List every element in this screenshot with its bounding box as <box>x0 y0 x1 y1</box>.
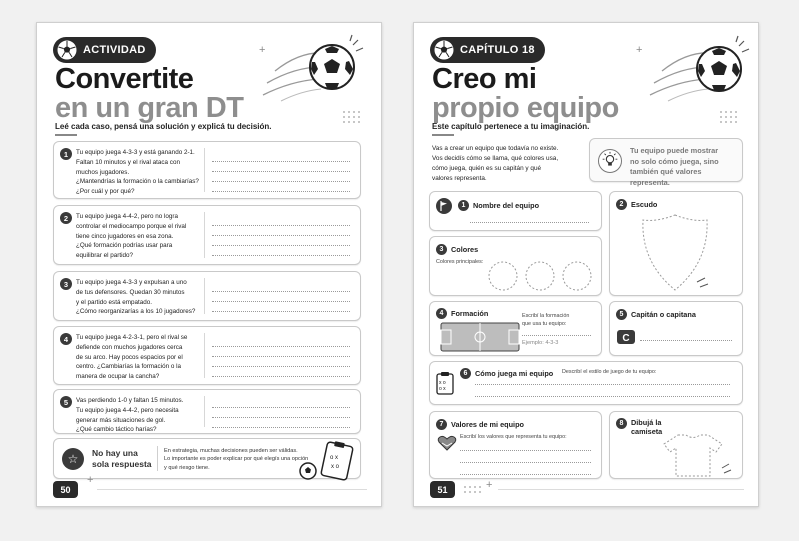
intro-text: Vas a crear un equipo que todavía no existe. Vos decidís cómo se llama, qué colores usa, cómo juega, quién es su capitán y qué valores representa. <box>432 145 559 182</box>
page-title-line2: propio equipo <box>432 92 619 124</box>
shield-icon[interactable] <box>635 212 715 294</box>
svg-text:o x: o x <box>439 386 446 392</box>
answer-line[interactable] <box>470 222 589 223</box>
divider <box>204 333 205 378</box>
question-card-3 <box>53 271 361 321</box>
captain-armband-icon <box>616 328 636 346</box>
plus-decoration: + <box>486 479 493 491</box>
shirt-icon[interactable] <box>650 432 736 478</box>
svg-text:o x: o x <box>330 455 339 461</box>
section-shirt <box>609 411 743 479</box>
answer-lines[interactable] <box>212 282 350 312</box>
question-number: 2 <box>60 212 72 224</box>
plus-decoration: + <box>259 44 266 56</box>
tip-heading: No hay una sola respuesta <box>92 448 152 470</box>
section-title: 7 Valores de mi equipo <box>436 419 524 430</box>
svg-text:C: C <box>622 333 630 344</box>
question-card-1 <box>53 141 361 199</box>
answer-lines[interactable] <box>212 398 350 428</box>
answer-line[interactable] <box>460 450 591 451</box>
section-title: 2 Escudo <box>616 199 657 210</box>
dots-decoration <box>720 111 737 123</box>
section-title: 4 Formación <box>436 308 488 319</box>
right-page <box>413 22 759 507</box>
play-style-note: Describí el estilo de juego de tu equipo: <box>562 369 657 375</box>
section-formation <box>429 301 602 356</box>
badge-label: ACTIVIDAD <box>83 44 146 56</box>
page-subtitle: Este capítulo pertenece a tu imaginación. <box>432 122 590 131</box>
section-shield <box>609 191 743 296</box>
hint-text: Tu equipo puede mostrar no solo cómo juega, sino también qué valores representa. <box>630 146 719 188</box>
soccer-ball-illustration <box>255 31 365 111</box>
svg-text:x o: x o <box>439 380 446 386</box>
flag-icon <box>436 198 452 214</box>
answer-line[interactable] <box>475 396 730 397</box>
color-swatches[interactable] <box>485 259 600 293</box>
section-title: 6 Cómo juega mi equipo <box>460 368 553 379</box>
question-card-5 <box>53 389 361 434</box>
answer-line[interactable] <box>475 384 730 385</box>
question-text: Tu equipo juega 4-4-2, pero no logra controlar el mediocampo porque el rival tiene cinco jugadores en esa zona. ¿Qué formación podrías usar para equilibrar el partido? <box>76 213 187 259</box>
soccer-ball-icon <box>57 40 77 60</box>
left-page <box>36 22 382 507</box>
tip-card <box>53 438 361 479</box>
page-number: 51 <box>430 481 455 498</box>
answer-line[interactable] <box>522 335 591 336</box>
plus-decoration: + <box>87 474 94 486</box>
tactics-board-icon <box>298 441 358 481</box>
divider <box>157 446 158 471</box>
page-subtitle: Leé cada caso, pensá una solución y explicá tu decisión. <box>55 122 272 131</box>
section-play-style <box>429 361 743 405</box>
badge-label: CAPÍTULO 18 <box>460 44 535 56</box>
title-underline <box>432 134 454 136</box>
page-title-line1: Creo mi <box>432 63 537 95</box>
hint-card <box>589 138 743 188</box>
section-values <box>429 411 602 479</box>
page-title-line1: Convertite <box>55 63 194 95</box>
formation-note: Escribí la formación que usa tu equipo: <box>522 313 570 327</box>
dots-decoration <box>343 111 360 123</box>
title-underline <box>55 134 77 136</box>
footer-rule <box>498 489 744 490</box>
answer-line[interactable] <box>460 462 591 463</box>
question-text: Tu equipo juega 4-2-3-1, pero el rival se defiende con muchos jugadores cerca de su arco. Hay pocos espacios por el centro. ¿Cambiarías la formación o la manera de ocupar la cancha? <box>76 334 188 380</box>
soccer-ball-icon <box>434 40 454 60</box>
section-title: 5 Capitán o capitana <box>616 309 696 320</box>
answer-line[interactable] <box>460 474 591 475</box>
handshake-icon <box>436 434 458 452</box>
lightbulb-icon <box>598 149 622 173</box>
pitch-icon <box>440 322 520 352</box>
question-text: Tu equipo juega 4-3-3 y está ganando 2-1. Faltan 10 minutos y el rival ataca con muchos jugadores. ¿Mantendrías la formación o la cambiarías? ¿Por cuál y por qué? <box>76 149 199 195</box>
question-number: 5 <box>60 396 72 408</box>
divider <box>204 212 205 258</box>
section-title: 8 Dibujá la camiseta <box>616 418 662 436</box>
answer-lines[interactable] <box>212 337 350 377</box>
answer-lines[interactable] <box>212 216 350 256</box>
section-title: 1 Nombre del equipo <box>458 200 539 211</box>
question-text: Vas perdiendo 1-0 y faltan 15 minutos. Tu equipo juega 4-4-2, pero necesita generar más situaciones de gol. ¿Qué cambio táctico harías? <box>76 397 184 434</box>
footer-rule <box>97 489 367 490</box>
soccer-ball-illustration <box>642 31 752 111</box>
divider <box>204 278 205 314</box>
colors-note: Colores principales: <box>436 259 484 265</box>
divider <box>204 148 205 192</box>
dots-decoration <box>464 486 481 493</box>
section-team-name <box>429 191 602 231</box>
answer-line[interactable] <box>640 340 732 341</box>
plus-decoration: + <box>636 44 643 56</box>
question-number: 3 <box>60 278 72 290</box>
question-number: 4 <box>60 333 72 345</box>
values-note: Escribí los valores que representa tu equipo: <box>460 434 567 440</box>
question-number: 1 <box>60 148 72 160</box>
activity-badge <box>53 37 156 63</box>
answer-lines[interactable] <box>212 152 350 192</box>
question-card-2 <box>53 205 361 265</box>
divider <box>204 396 205 427</box>
question-text: Tu equipo juega 4-3-3 y expulsan a uno de tus defensores. Quedan 30 minutos y el partido está empatado. ¿Cómo reorganizarías a los 10 jugadores? <box>76 279 196 316</box>
formation-example: Ejemplo: 4-3-3 <box>522 340 559 346</box>
star-icon: ☆ <box>62 448 84 470</box>
section-colors <box>429 236 602 296</box>
chapter-badge <box>430 37 545 63</box>
tip-text: En estrategia, muchas decisiones pueden ser válidas. Lo importante es poder explicar por qué elegís una opción y qué riesgo tiene. <box>164 448 309 471</box>
section-captain <box>609 301 743 356</box>
question-card-4 <box>53 326 361 385</box>
svg-text:x o: x o <box>331 464 340 470</box>
page-title-line2: en un gran DT <box>55 92 244 124</box>
section-title: 3 Colores <box>436 244 478 255</box>
tactics-board-icon <box>436 371 454 395</box>
page-number: 50 <box>53 481 78 498</box>
